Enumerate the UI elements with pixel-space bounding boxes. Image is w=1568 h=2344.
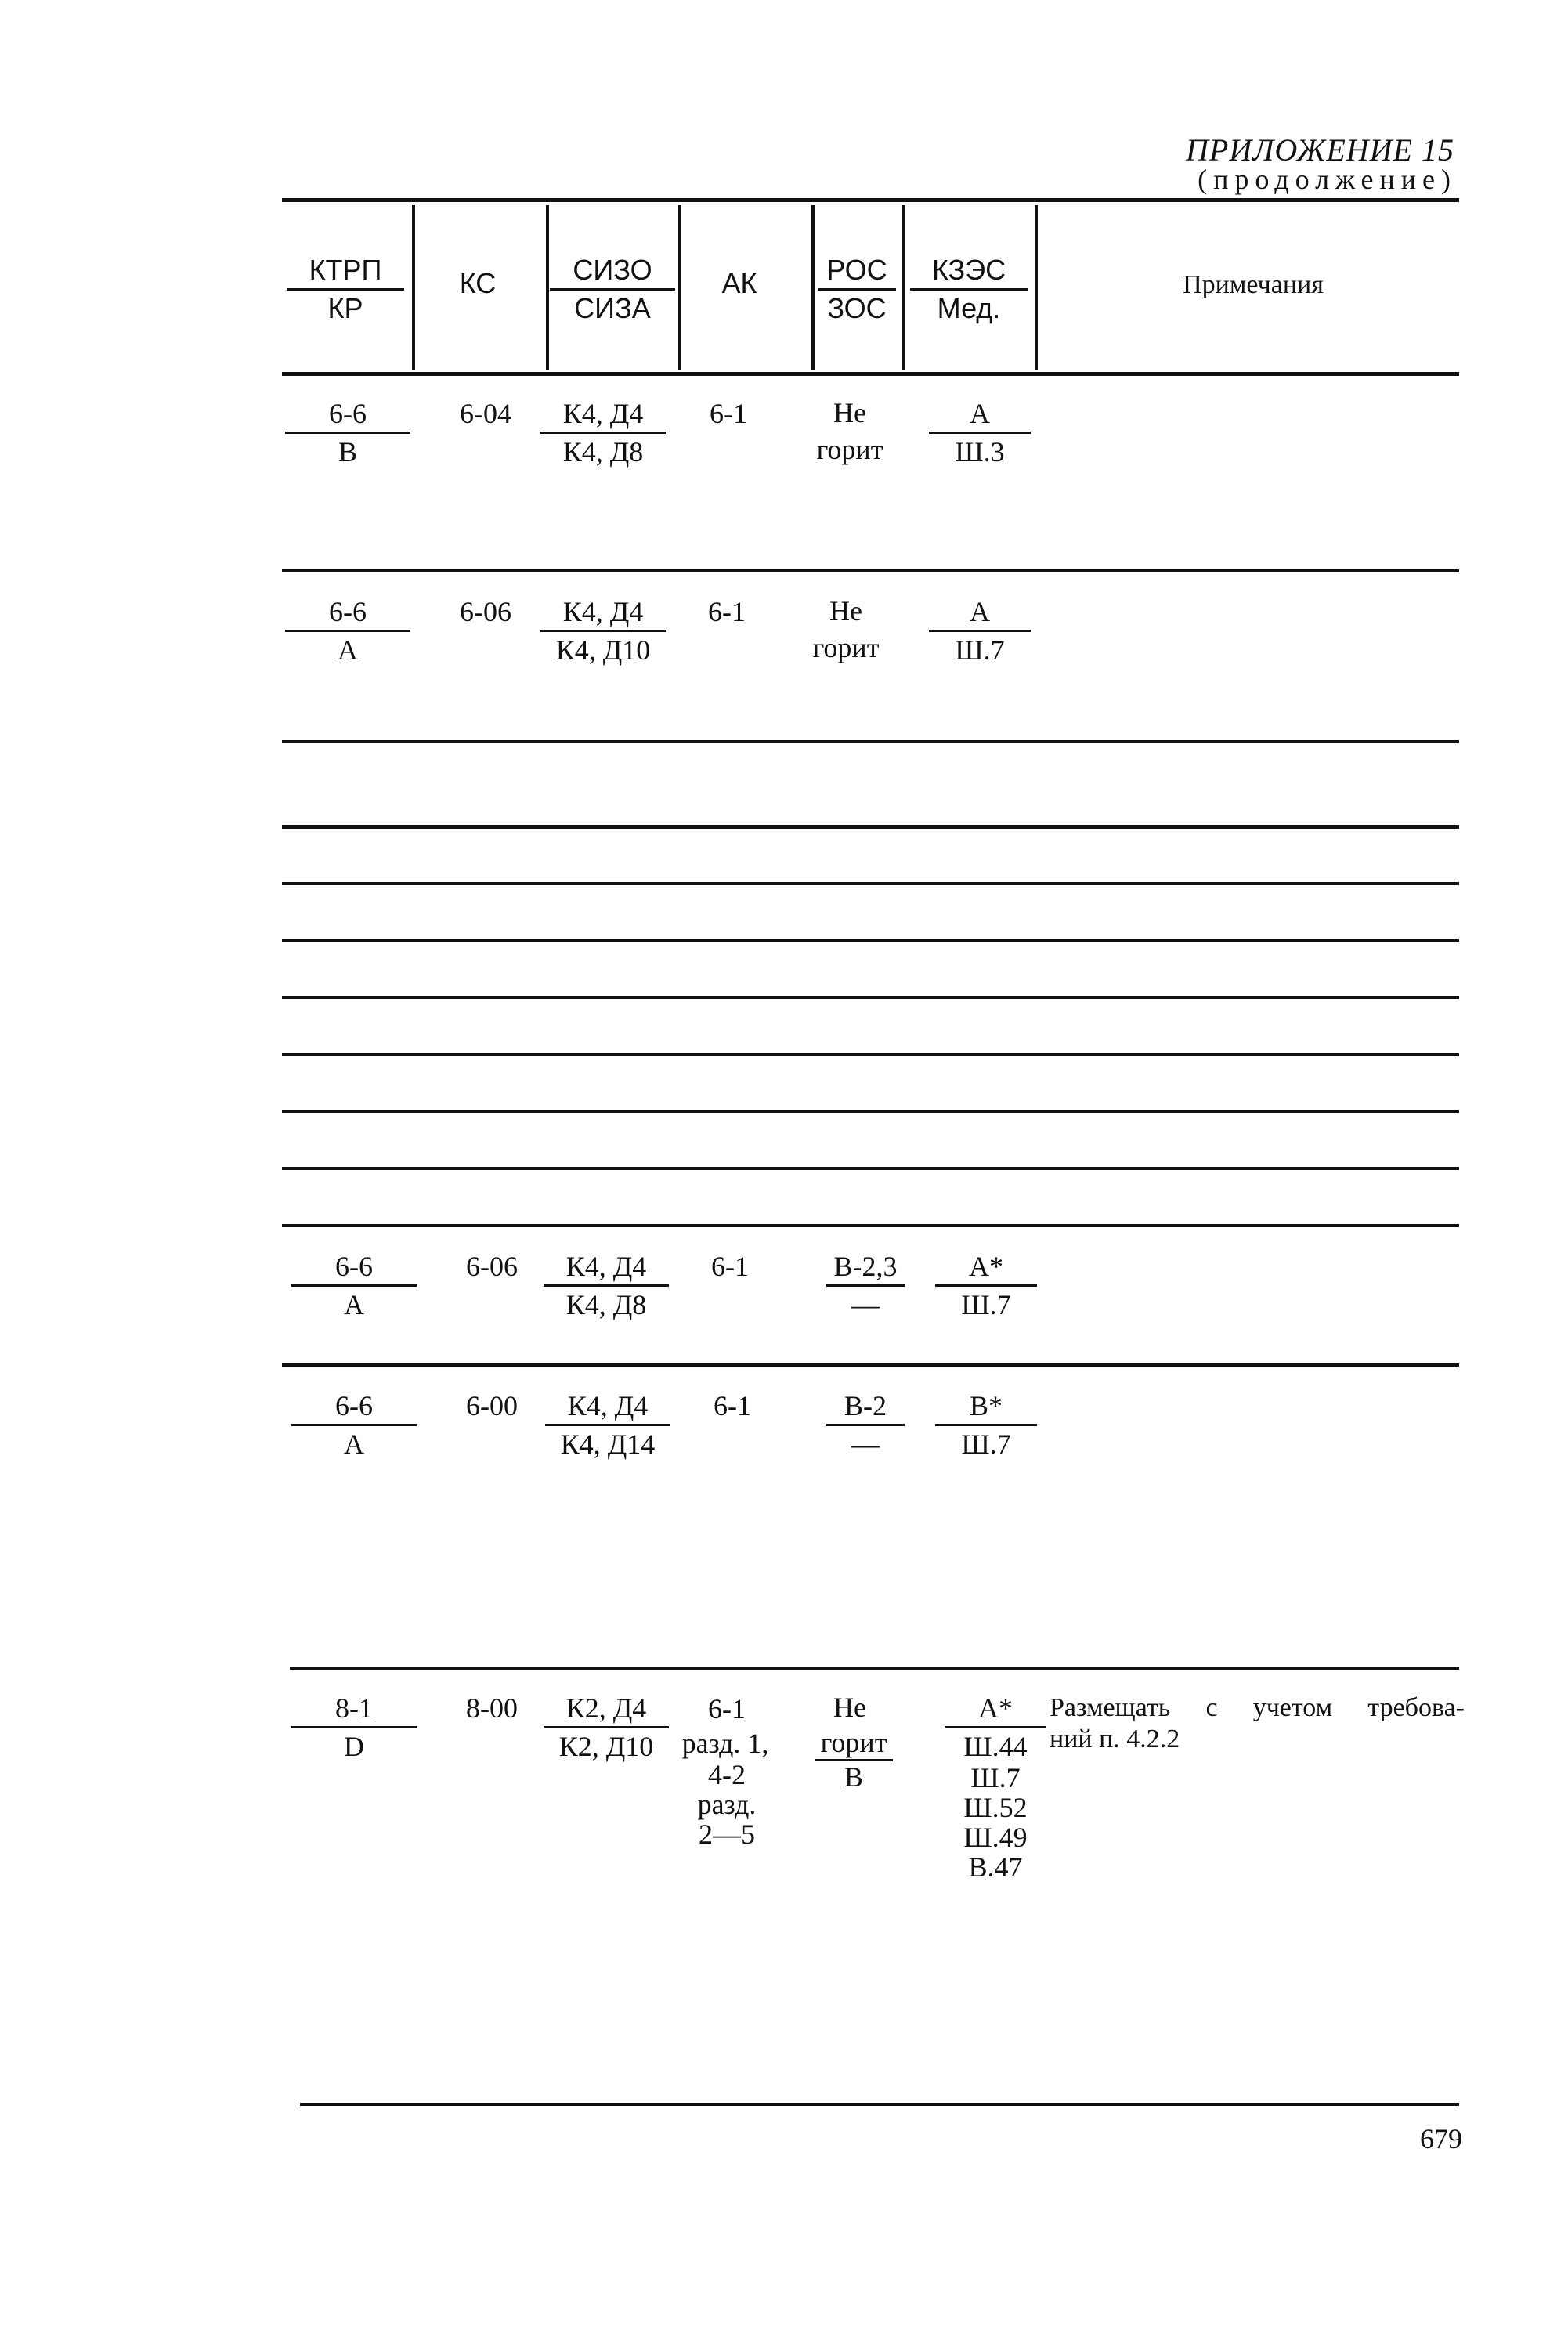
- row-rule: [282, 1053, 1459, 1056]
- row2-med: Ш.7: [955, 634, 1005, 666]
- row4-ros: В-2: [826, 1388, 905, 1426]
- row3-med: Ш.7: [961, 1289, 1011, 1320]
- row2-ktrp-kr: [285, 594, 410, 668]
- header-kzes-med: [910, 252, 1028, 327]
- page-bottom-rule: [300, 2103, 1459, 2106]
- row5-zos-extra: [815, 1726, 893, 1793]
- row-rule: [282, 825, 1459, 829]
- row3-ktrp-kr: [291, 1248, 417, 1323]
- row5-ak-line: 2—5: [699, 1818, 755, 1850]
- row5-ak-line: разд.: [697, 1789, 757, 1820]
- row4-kzes: В*: [935, 1388, 1037, 1426]
- row4-ktrp-kr: [291, 1388, 417, 1462]
- row5-siza: К2, Д10: [558, 1731, 654, 1762]
- appendix-title: ПРИЛОЖЕНИЕ 15: [1186, 132, 1454, 168]
- row1-kr: В: [338, 436, 357, 468]
- header-bottom-rule: [282, 372, 1459, 376]
- row5-kr: D: [344, 1731, 364, 1762]
- row1-zos: горит: [816, 434, 883, 465]
- row2-ktrp: 6-6: [285, 594, 410, 632]
- row4-ros-zos: [826, 1388, 905, 1462]
- row2-kzes: А: [929, 594, 1031, 632]
- row-rule: [282, 1110, 1459, 1113]
- row2-sizo-siza: [540, 594, 666, 668]
- row-rule: [282, 1363, 1459, 1367]
- appendix-subtitle: (продолжение): [1198, 164, 1457, 195]
- row-rule: [282, 996, 1459, 999]
- row1-kzes-med: [929, 395, 1031, 470]
- row1-sizo: К4, Д4: [540, 395, 666, 434]
- row1-ks: 6-04: [460, 398, 511, 429]
- row2-ks: 6-06: [460, 596, 511, 627]
- row5-note-line: Размещать с учетом требова-: [1050, 1693, 1465, 1722]
- row4-ks: 6-00: [466, 1390, 518, 1421]
- row5-med-extra: В.47: [968, 1851, 1023, 1883]
- row1-med: Ш.3: [955, 436, 1005, 468]
- row-rule: [290, 1667, 1459, 1670]
- row2-ros: Не: [829, 595, 862, 627]
- header-ros: РОС: [818, 252, 896, 291]
- row3-kzes: А*: [935, 1248, 1037, 1287]
- col-divider: [412, 205, 415, 370]
- row2-kzes-med: [929, 594, 1031, 668]
- header-ktrp-kr: [287, 252, 404, 327]
- row2-siza: К4, Д10: [555, 634, 651, 666]
- header-zos: ЗОС: [827, 292, 887, 324]
- row5-ak-line: разд. 1,: [681, 1728, 769, 1759]
- row3-ktrp: 6-6: [291, 1248, 417, 1287]
- row-rule: [282, 939, 1459, 942]
- col-divider: [678, 205, 681, 370]
- header-sizo-siza: [550, 252, 675, 327]
- row3-ros-zos: [826, 1248, 905, 1323]
- row2-kr: А: [338, 634, 358, 666]
- row3-sizo-siza: [544, 1248, 669, 1323]
- row5-kzes-med: [945, 1690, 1046, 1764]
- row4-ak: 6-1: [714, 1390, 751, 1421]
- col-divider: [546, 205, 549, 370]
- row3-zos: —: [851, 1289, 880, 1320]
- row2-zos: горит: [812, 632, 880, 663]
- row4-kr: А: [344, 1428, 364, 1460]
- row1-ak: 6-1: [710, 398, 747, 429]
- row4-siza: К4, Д14: [560, 1428, 656, 1460]
- row3-kzes-med: [935, 1248, 1037, 1323]
- row-rule: [282, 1167, 1459, 1170]
- col-divider: [1035, 205, 1038, 370]
- row4-sizo-siza: [545, 1388, 670, 1462]
- row4-zos: —: [851, 1428, 880, 1460]
- row5-ktrp: 8-1: [291, 1690, 417, 1728]
- row5-ros-extra: В: [844, 1761, 863, 1793]
- row3-siza: К4, Д8: [565, 1289, 647, 1320]
- col-divider: [902, 205, 905, 370]
- col-divider: [811, 205, 815, 370]
- header-ktrp: КТРП: [287, 252, 404, 291]
- header-kzes: КЗЭС: [910, 252, 1028, 291]
- row1-sizo-siza: [540, 395, 666, 470]
- row1-ktrp: 6-6: [285, 395, 410, 434]
- header-ros-zos: [818, 252, 896, 327]
- row5-ak-line: 4-2: [708, 1759, 746, 1790]
- row5-zos: горит: [815, 1726, 893, 1761]
- row5-med-extra: Ш.49: [963, 1822, 1028, 1853]
- table-top-rule: [282, 198, 1459, 202]
- row3-ak-wrap: [691, 1248, 769, 1284]
- row-rule: [282, 569, 1459, 572]
- row5-med-extra: Ш.7: [970, 1762, 1021, 1793]
- row5-sizo-siza: [544, 1690, 669, 1764]
- row5-note-line: ний п. 4.2.2: [1050, 1725, 1180, 1753]
- row5-med: Ш.44: [963, 1731, 1028, 1762]
- row5-ktrp-kr: [291, 1690, 417, 1764]
- header-med: Мед.: [937, 292, 1001, 324]
- row-rule: [282, 882, 1459, 885]
- page-number: 679: [1420, 2123, 1462, 2154]
- header-ak: АК: [721, 267, 757, 299]
- row-rule: [282, 1224, 1459, 1227]
- row4-sizo: К4, Д4: [545, 1388, 670, 1426]
- header-ks: КС: [459, 267, 497, 299]
- row3-ros: В-2,3: [826, 1248, 905, 1287]
- header-kr: КР: [327, 292, 363, 324]
- header-notes: Примечания: [1183, 270, 1324, 299]
- row3-kr: А: [344, 1289, 364, 1320]
- row1-ktrp-kr: [285, 395, 410, 470]
- row3-ks: 6-06: [466, 1251, 518, 1282]
- header-sizo: СИЗО: [550, 252, 675, 291]
- row4-ktrp: 6-6: [291, 1388, 417, 1426]
- row-rule: [282, 740, 1459, 743]
- row5-med-extra: Ш.52: [963, 1792, 1028, 1823]
- row2-sizo: К4, Д4: [540, 594, 666, 632]
- row3-ak: 6-1: [711, 1251, 749, 1282]
- header-siza: СИЗА: [574, 292, 651, 324]
- row3-sizo: К4, Д4: [544, 1248, 669, 1287]
- row1-kzes: А: [929, 395, 1031, 434]
- row4-kzes-med: [935, 1388, 1037, 1462]
- row5-ros: Не: [833, 1692, 866, 1723]
- row5-sizo: К2, Д4: [544, 1690, 669, 1728]
- row1-ros: Не: [833, 397, 866, 428]
- row5-ak-line: 6-1: [708, 1693, 746, 1725]
- row5-ks: 8-00: [466, 1692, 518, 1724]
- row4-med: Ш.7: [961, 1428, 1011, 1460]
- row1-siza: К4, Д8: [562, 436, 644, 468]
- row5-kzes: А*: [945, 1690, 1046, 1728]
- row2-ak: 6-1: [708, 596, 746, 627]
